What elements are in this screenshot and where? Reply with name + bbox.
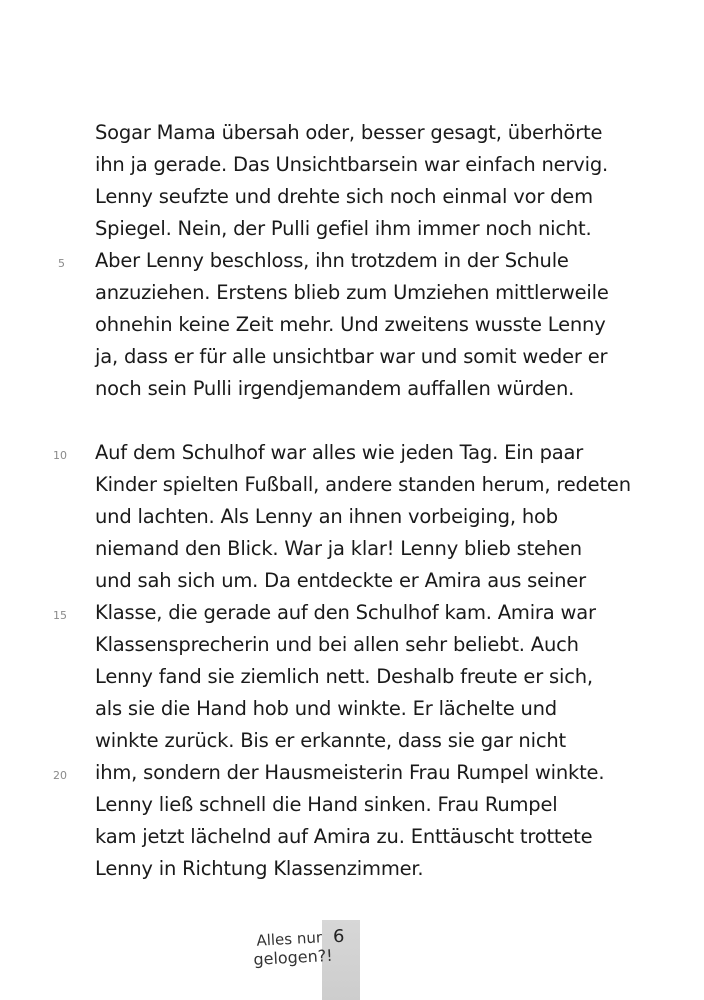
line-number: 20 xyxy=(53,769,67,782)
text-line: ihm, sondern der Hausmeisterin Frau Rumpel winkte. xyxy=(95,761,605,784)
book-title xyxy=(252,927,344,970)
text-line: und sah sich um. Da entdeckte er Amira aus seiner xyxy=(95,569,586,592)
text-line: Lenny fand sie ziemlich nett. Deshalb freute er sich, xyxy=(95,665,593,688)
text-line: Aber Lenny beschloss, ihn trotzdem in der Schule xyxy=(95,249,569,272)
text-line: Klasse, die gerade auf den Schulhof kam. Amira war xyxy=(95,601,596,624)
text-line: Lenny seufzte und drehte sich noch einmal vor dem xyxy=(95,185,593,208)
text-line: Spiegel. Nein, der Pulli gefiel ihm immer noch nicht. xyxy=(95,217,592,240)
text-line: ja, dass er für alle unsichtbar war und somit weder er xyxy=(95,345,608,368)
page-number: 6 xyxy=(333,926,345,947)
text-line: niemand den Blick. War ja klar! Lenny blieb stehen xyxy=(95,537,582,560)
text-line: ohnehin keine Zeit mehr. Und zweitens wusste Lenny xyxy=(95,313,606,336)
text-line: Klassensprecherin und bei allen sehr beliebt. Auch xyxy=(95,633,579,656)
text-line: Lenny in Richtung Klassenzimmer. xyxy=(95,857,424,880)
line-number: 5 xyxy=(58,257,65,270)
text-line: Kinder spielten Fußball, andere standen herum, redeten xyxy=(95,473,631,496)
text-line: und lachten. Als Lenny an ihnen vorbeiging, hob xyxy=(95,505,558,528)
text-line: anzuziehen. Erstens blieb zum Umziehen mittlerweile xyxy=(95,281,609,304)
book-title-line2: gelogen?! xyxy=(252,945,334,969)
text-line: Lenny ließ schnell die Hand sinken. Frau Rumpel xyxy=(95,793,558,816)
text-line: kam jetzt lächelnd auf Amira zu. Enttäuscht trottete xyxy=(95,825,593,848)
text-line: winkte zurück. Bis er erkannte, dass sie gar nicht xyxy=(95,729,566,752)
book-title-line1: Alles nur xyxy=(255,928,323,950)
line-number: 15 xyxy=(53,609,67,622)
text-line: Sogar Mama übersah oder, besser gesagt, überhörte xyxy=(95,121,603,144)
text-line: Auf dem Schulhof war alles wie jeden Tag. Ein paar xyxy=(95,441,584,464)
line-number: 10 xyxy=(53,449,67,462)
text-line: ihn ja gerade. Das Unsichtbarsein war einfach nervig. xyxy=(95,153,609,176)
text-line: noch sein Pulli irgendjemandem auffallen würden. xyxy=(95,377,575,400)
text-line: als sie die Hand hob und winkte. Er lächelte und xyxy=(95,697,557,720)
